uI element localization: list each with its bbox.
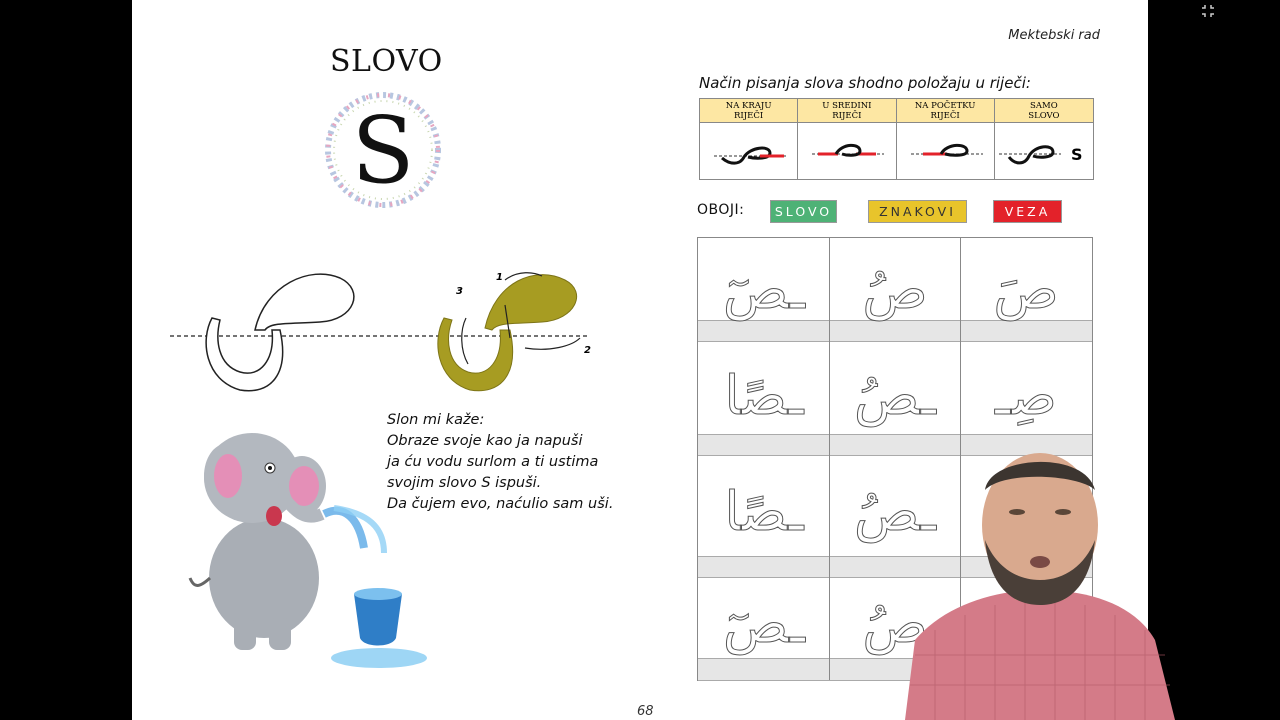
subject-label: Mektebski rad: [1008, 28, 1100, 43]
letter-emblem: [318, 84, 448, 216]
position-header-start: NA POČETKU RIJEČI: [897, 99, 995, 123]
practice-cell: صُ: [862, 258, 928, 321]
practice-cell: ـصٓ: [723, 258, 805, 321]
color-chip-slovo: SLOVO: [770, 200, 837, 223]
alone-latin-letter: S: [1070, 145, 1083, 164]
position-form-alone: [995, 123, 1093, 179]
writing-instruction: Način pisanja slova shodno položaju u riječi:: [699, 74, 1031, 92]
practice-cell: ـصًا: [724, 480, 804, 543]
color-chip-veza: VEZA: [993, 200, 1062, 223]
stroke-step-3: 3: [456, 286, 463, 297]
practice-cell: ـصٓ: [723, 592, 805, 655]
practice-cell: صُ: [862, 592, 928, 655]
practice-cell: ـصًا: [724, 364, 804, 427]
color-chip-znakovi: ZNAKOVI: [868, 200, 967, 223]
stroke-step-1: 1: [496, 272, 503, 283]
letter-stroke-diagram: [170, 260, 600, 400]
practice-cell: ـصُ: [854, 480, 936, 543]
position-form-middle: [798, 123, 896, 179]
poem: [387, 410, 613, 515]
position-header-alone: SAMO SLOVO: [995, 99, 1093, 123]
practice-cell: ـصُ: [854, 364, 936, 427]
position-header-middle: U SREDINI RIJEČI: [798, 99, 896, 123]
poem-line: svojim slovo S ispuši.: [387, 475, 542, 491]
page-number: 68: [637, 704, 654, 719]
poem-line: Obraze svoje kao ja napuši: [387, 433, 583, 449]
poem-line: ja ću vodu surlom a ti ustima: [387, 454, 599, 470]
position-header-end: NA KRAJU RIJEČI: [700, 99, 798, 123]
practice-cell: صَ: [993, 258, 1059, 321]
position-form-end: [700, 123, 798, 179]
letter-title: SLOVO: [330, 44, 443, 79]
coloring-label: OBOJI:: [697, 202, 745, 218]
collapse-fullscreen-icon[interactable]: [1200, 3, 1216, 19]
outline-letter: [206, 274, 354, 391]
practice-cell: صِـ: [995, 364, 1057, 427]
presenter-webcam: [905, 440, 1175, 720]
position-form-start: [897, 123, 995, 179]
letter-position-table: [699, 98, 1094, 180]
stroke-step-2: 2: [584, 345, 591, 356]
poem-line: Da čujem evo, naćulio sam uši.: [387, 496, 614, 512]
emblem-letter: S: [351, 97, 415, 204]
poem-line: Slon mi kaže:: [387, 412, 485, 428]
